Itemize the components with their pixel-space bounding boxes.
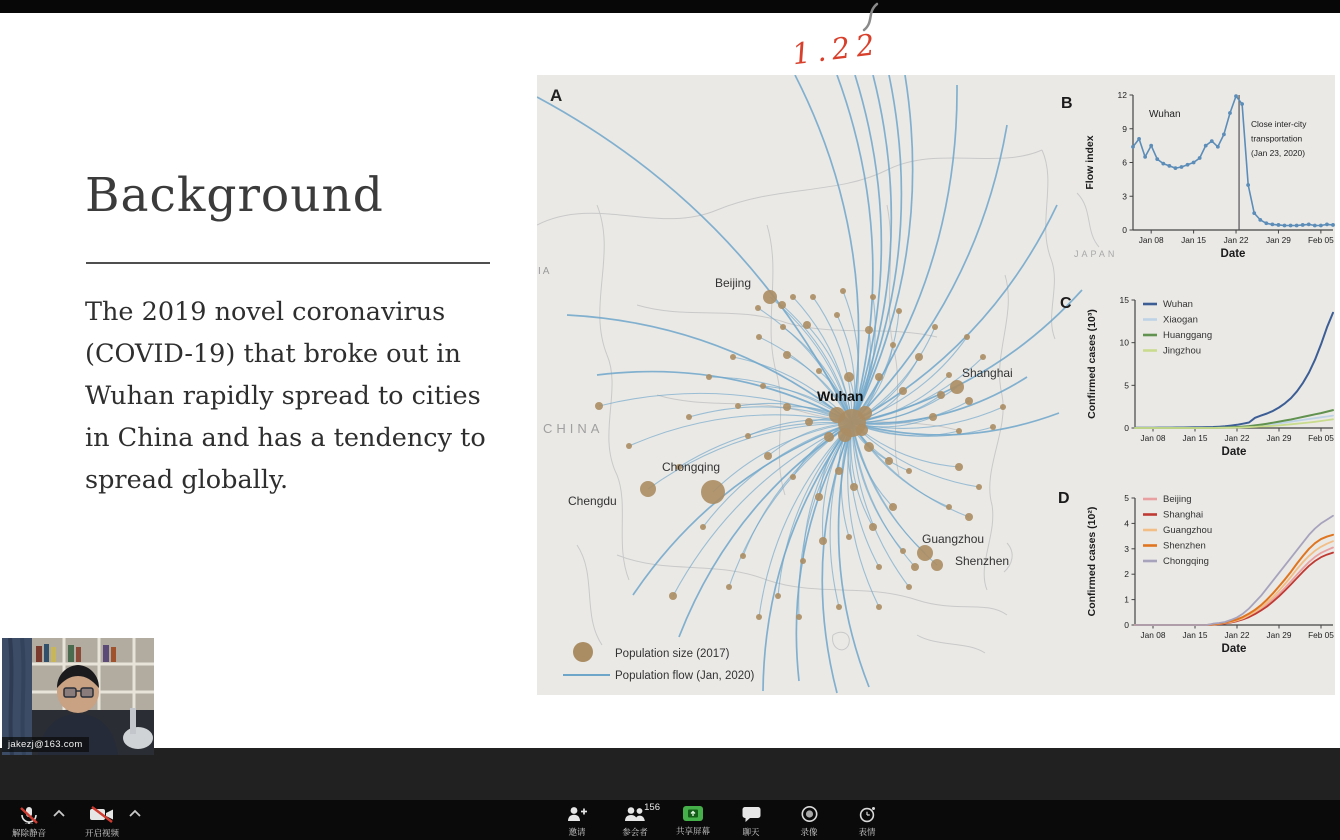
svg-text:Huanggang: Huanggang (1163, 330, 1213, 341)
svg-text:(Jan 23, 2020): (Jan 23, 2020) (1251, 148, 1306, 158)
invite-button[interactable] (548, 802, 606, 840)
figure-panels-ABCD (537, 75, 1335, 695)
svg-text:transportation: transportation (1251, 133, 1303, 144)
svg-text:10: 10 (1119, 337, 1129, 348)
svg-text:JAPAN: JAPAN (1074, 249, 1118, 259)
svg-text:Confirmed cases (10²): Confirmed cases (10²) (1086, 506, 1098, 617)
svg-text:Feb 05: Feb 05 (1307, 235, 1334, 245)
reactions-label: 表情 (858, 827, 876, 837)
record-button[interactable] (780, 802, 838, 840)
share-screen-button[interactable] (664, 802, 722, 840)
svg-text:9: 9 (1122, 123, 1127, 134)
body-line: The 2019 novel coronavirus (85, 297, 446, 327)
svg-text:Feb 05: Feb 05 (1308, 433, 1334, 443)
svg-text:Date: Date (1221, 643, 1247, 655)
svg-text:0: 0 (1122, 225, 1127, 235)
chat-button[interactable] (722, 802, 780, 840)
svg-text:Confirmed cases (10³): Confirmed cases (10³) (1086, 309, 1098, 419)
svg-text:Beijing: Beijing (715, 276, 752, 290)
slide-body-text (85, 291, 486, 501)
svg-text:Jan 29: Jan 29 (1266, 433, 1292, 443)
svg-text:Jan 29: Jan 29 (1266, 630, 1292, 640)
svg-text:4: 4 (1124, 518, 1129, 529)
reactions-button[interactable] (838, 802, 896, 840)
svg-text:Shenzhen: Shenzhen (1163, 540, 1206, 552)
svg-text:Population flow (Jan, 2020): Population flow (Jan, 2020) (615, 670, 755, 682)
video-options-chevron[interactable] (128, 806, 142, 820)
svg-text:3: 3 (1124, 543, 1129, 554)
svg-text:Jan 08: Jan 08 (1138, 235, 1164, 245)
share-screen-label: 共享屏幕 (675, 826, 710, 836)
svg-text:0: 0 (1124, 620, 1129, 630)
chat-label: 聊天 (742, 827, 760, 837)
svg-text:Jingzhou: Jingzhou (1163, 345, 1202, 357)
svg-text:Population size (2017): Population size (2017) (615, 648, 730, 660)
svg-text:Chongqing: Chongqing (662, 460, 721, 474)
participant-count-badge: 156 (644, 802, 660, 813)
invite-person-icon (565, 805, 589, 823)
svg-text:Jan 22: Jan 22 (1224, 433, 1250, 443)
svg-text:IA: IA (538, 266, 552, 277)
top-black-bar (0, 0, 1340, 13)
pen-scribble-mark (852, 0, 888, 34)
svg-text:Jan 15: Jan 15 (1181, 235, 1207, 245)
svg-text:15: 15 (1119, 295, 1129, 305)
svg-text:Shenzhen: Shenzhen (955, 554, 1010, 568)
svg-text:CHINA: CHINA (543, 421, 604, 436)
body-line: in China and has a tendency to (85, 423, 486, 453)
svg-text:Jan 29: Jan 29 (1265, 235, 1291, 245)
unmute-button[interactable] (6, 802, 52, 840)
svg-text:Jan 15: Jan 15 (1182, 630, 1208, 640)
record-icon (800, 805, 819, 823)
svg-text:Wuhan: Wuhan (817, 388, 864, 404)
svg-text:Jan 22: Jan 22 (1223, 235, 1249, 245)
svg-text:Shanghai: Shanghai (962, 366, 1013, 380)
svg-text:2: 2 (1124, 569, 1129, 580)
svg-text:Guangzhou: Guangzhou (1163, 525, 1213, 536)
svg-text:A: A (550, 86, 563, 105)
svg-text:6: 6 (1122, 157, 1127, 168)
start-video-button[interactable] (76, 802, 128, 840)
svg-text:C: C (1060, 295, 1072, 312)
unmute-label: 解除静音 (12, 828, 47, 838)
svg-text:Date: Date (1220, 248, 1246, 260)
svg-text:Jan 15: Jan 15 (1182, 433, 1208, 443)
svg-text:Feb 05: Feb 05 (1308, 630, 1334, 640)
svg-text:1: 1 (1124, 594, 1129, 605)
record-label: 录像 (800, 827, 818, 837)
svg-text:D: D (1058, 490, 1070, 507)
svg-text:Jan 22: Jan 22 (1224, 630, 1250, 640)
svg-text:Xiaogan: Xiaogan (1163, 314, 1198, 326)
slide-title: Background (85, 168, 384, 223)
svg-text:Wuhan: Wuhan (1163, 299, 1193, 310)
svg-text:Flow index: Flow index (1084, 135, 1096, 190)
microphone-muted-icon (17, 805, 41, 824)
svg-text:Shanghai: Shanghai (1163, 509, 1204, 521)
svg-text:Date: Date (1221, 446, 1247, 458)
body-line: (COVID-19) that broke out in (85, 339, 461, 369)
svg-text:Jan 08: Jan 08 (1140, 630, 1166, 640)
reactions-icon (858, 805, 877, 823)
lower-dark-strip (0, 748, 1340, 800)
invite-label: 邀请 (568, 827, 586, 837)
chat-bubble-icon (741, 805, 762, 823)
svg-text:12: 12 (1117, 90, 1127, 100)
self-video-thumbnail[interactable] (2, 638, 154, 755)
title-underline (86, 262, 490, 264)
participants-button[interactable] (606, 802, 664, 840)
svg-text:Chengdu: Chengdu (568, 494, 617, 508)
handwritten-annotation: 1.22 (790, 26, 883, 72)
svg-text:5: 5 (1124, 493, 1129, 503)
svg-text:Beijing: Beijing (1163, 494, 1192, 505)
svg-text:3: 3 (1122, 191, 1127, 202)
body-line: spread globally. (85, 465, 289, 495)
participants-label: 参会者 (622, 827, 648, 837)
audio-options-chevron[interactable] (52, 806, 66, 820)
svg-text:B: B (1061, 95, 1073, 112)
start-video-label: 开启视频 (84, 828, 119, 838)
webcam-name-label: jakezj@163.com (2, 737, 89, 752)
svg-text:0: 0 (1124, 423, 1129, 433)
svg-text:5: 5 (1124, 380, 1129, 391)
body-line: Wuhan rapidly spread to cities (85, 381, 481, 411)
svg-text:Wuhan: Wuhan (1149, 109, 1181, 120)
camera-off-icon (89, 805, 115, 824)
svg-text:Guangzhou: Guangzhou (922, 532, 985, 546)
svg-text:Jan 08: Jan 08 (1140, 433, 1166, 443)
meeting-toolbar (0, 800, 1340, 840)
svg-text:Close inter-city: Close inter-city (1251, 119, 1307, 129)
share-screen-icon (682, 805, 704, 822)
svg-text:Chongqing: Chongqing (1163, 556, 1209, 567)
